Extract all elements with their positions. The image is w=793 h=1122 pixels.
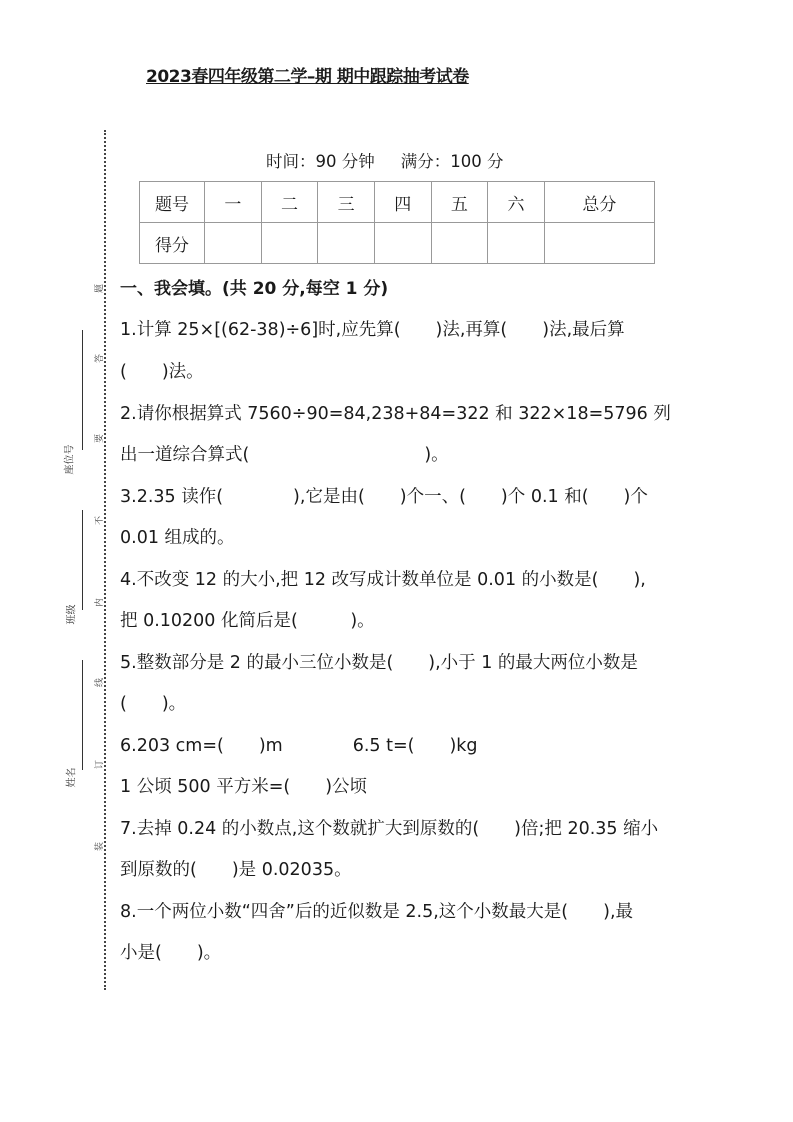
score-header-cell: 二 — [261, 182, 318, 223]
question-line: 0.01 组成的。 — [120, 528, 235, 548]
question-line: 出一道综合算式( )。 — [120, 445, 449, 465]
question-line: 6.203 cm=( )m 6.5 t=( )kg — [120, 736, 478, 756]
score-header-cell: 四 — [374, 182, 431, 223]
name-line — [82, 660, 83, 770]
question-line: 5.整数部分是 2 的最小三位小数是( ),小于 1 的最大两位小数是 — [120, 653, 638, 673]
score-header-cell: 一 — [205, 182, 262, 223]
score-cell[interactable] — [431, 223, 488, 264]
score-table-header-row — [140, 182, 655, 223]
question-line: 8.一个两位小数“四舍”后的近似数是 2.5,这个小数最大是( ),最 — [120, 902, 634, 922]
score-cell[interactable] — [544, 223, 654, 264]
question-line: ( )法。 — [120, 362, 204, 382]
score-cell[interactable] — [488, 223, 545, 264]
question-line: 7.去掉 0.24 的小数点,这个数就扩大到原数的( )倍;把 20.35 缩小 — [120, 819, 659, 839]
question-line: 小是( )。 — [120, 943, 222, 963]
binding-mark: 不 — [95, 515, 106, 526]
exam-full-score: 满分：100 分 — [400, 152, 504, 171]
seat-number-label: 座位号 — [64, 444, 76, 475]
score-header-cell: 三 — [318, 182, 375, 223]
binding-mark: 线 — [95, 677, 106, 688]
score-header-cell: 题号 — [140, 182, 205, 223]
binding-mark: 订 — [95, 759, 106, 770]
seat-number-line — [82, 330, 83, 450]
binding-mark: 要 — [95, 433, 106, 444]
binding-mark: 题 — [95, 283, 106, 294]
section-title: 一、我会填。(共 20 分,每空 1 分) — [120, 279, 389, 299]
name-label: 姓名 — [66, 767, 78, 788]
score-header-cell: 五 — [431, 182, 488, 223]
binding-mark: 装 — [95, 841, 106, 852]
binding-dotted-line — [104, 130, 112, 990]
score-cell[interactable] — [318, 223, 375, 264]
exam-time: 时间：90 分钟 — [266, 152, 375, 171]
question-line: 2.请你根据算式 7560÷90=84,238+84=322 和 322×18=5796 列 — [120, 404, 671, 424]
question-line: 1.计算 25×[(62-38)÷6]时,应先算( )法,再算( )法,最后算 — [120, 320, 625, 340]
question-line: 到原数的( )是 0.02035。 — [120, 860, 352, 880]
question-line: ( )。 — [120, 694, 187, 714]
score-table-score-row — [140, 223, 655, 264]
binding-mark: 内 — [95, 597, 106, 608]
class-line — [82, 510, 83, 610]
score-cell[interactable] — [261, 223, 318, 264]
score-table — [139, 181, 655, 264]
binding-mark: 答 — [95, 353, 106, 364]
question-line: 把 0.10200 化简后是( )。 — [120, 611, 375, 631]
exam-info — [266, 148, 504, 172]
score-cell[interactable] — [205, 223, 262, 264]
question-line: 4.不改变 12 的大小,把 12 改写成计数单位是 0.01 的小数是( ), — [120, 570, 646, 590]
class-label: 班级 — [66, 604, 78, 625]
question-line: 3.2.35 读作( ),它是由( )个一、( )个 0.1 和( )个 — [120, 487, 648, 507]
score-header-cell: 总分 — [544, 182, 654, 223]
page-title: 2023春四年级第二学–期 期中跟踪抽考试卷 — [146, 67, 469, 87]
question-line: 1 公顷 500 平方米=( )公顷 — [120, 777, 368, 797]
score-header-cell: 六 — [488, 182, 545, 223]
score-row-label: 得分 — [140, 223, 205, 264]
score-cell[interactable] — [374, 223, 431, 264]
